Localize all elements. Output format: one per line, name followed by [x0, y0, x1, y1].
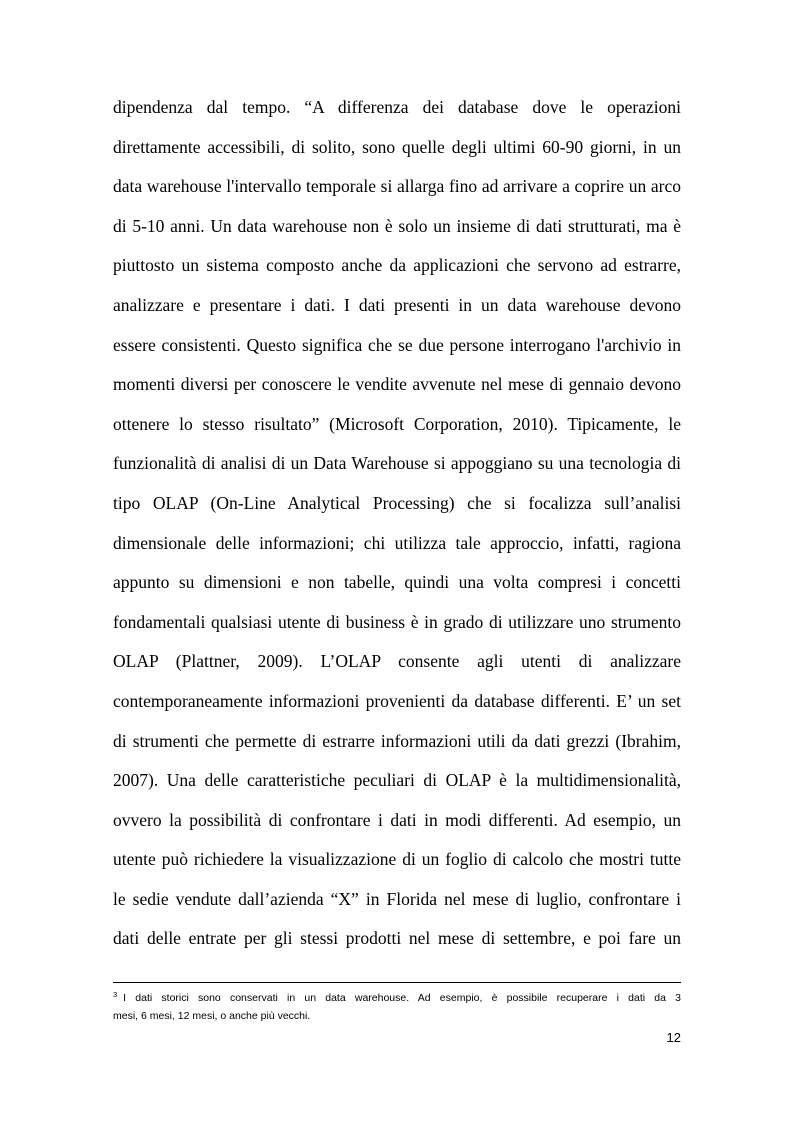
page-number: 12	[666, 1030, 681, 1045]
body-line-6: analizzare e presentare i dati. I dati presenti in un data warehouse devono	[113, 294, 681, 315]
footnote-line-1	[113, 989, 681, 1007]
footnote	[113, 989, 681, 1025]
body-line-1: dipendenza dal tempo. “A differenza dei database dove le operazioni	[113, 97, 681, 117]
footnote-marker: 3	[113, 989, 118, 999]
body-paragraph	[113, 88, 681, 959]
body-line-12: dimensionale delle informazioni; chi utilizza tale approccio, infatti, ragiona	[113, 532, 681, 553]
body-line-14: fondamentali qualsiasi utente di business è in grado di utilizzare uno strumento	[113, 611, 681, 632]
body-line-7: essere consistenti. Questo significa che se due persone interrogano l'archivio in	[113, 334, 681, 355]
body-line-18: 2007). Una delle caratteristiche peculiari di OLAP è la multidimensionalità,	[113, 770, 681, 791]
body-line-3: data warehouse l'intervallo temporale si allarga fino ad arrivare a coprire un arco	[113, 176, 681, 197]
body-line-4: di 5-10 anni. Un data warehouse non è solo un insieme di dati strutturati, ma è	[113, 215, 681, 236]
body-line-15: OLAP (Plattner, 2009). L’OLAP consente agli utenti di analizzare	[113, 651, 681, 672]
body-line-2: direttamente accessibili, di solito, sono quelle degli ultimi 60-90 giorni, in un	[113, 136, 681, 157]
body-line-16: contemporaneamente informazioni provenienti da database differenti. E’ un set	[113, 690, 681, 711]
body-line-5: piuttosto un sistema composto anche da applicazioni che servono ad estrarre,	[113, 255, 681, 276]
body-line-8: momenti diversi per conoscere le vendite avvenute nel mese di gennaio devono	[113, 374, 681, 395]
body-line-20: utente può richiedere la visualizzazione di un foglio di calcolo che mostri tutte	[113, 849, 681, 870]
body-line-10: funzionalità di analisi di un Data Warehouse si appoggiano su una tecnologia di	[113, 453, 681, 474]
body-line-13: appunto su dimensioni e non tabelle, quindi una volta compresi i concetti	[113, 572, 681, 593]
body-line-17: di strumenti che permette di estrarre informazioni utili da dati grezzi (Ibrahim,	[113, 730, 681, 751]
footnote-text-1: I dati storici sono conservati in un data warehouse. Ad esempio, è possibile recuperare i dati da 3	[123, 992, 681, 1004]
footnote-separator	[113, 982, 681, 983]
body-line-9: ottenere lo stesso risultato” (Microsoft Corporation, 2010). Tipicamente, le	[113, 413, 681, 434]
body-line-11: tipo OLAP (On-Line Analytical Processing) che si focalizza sull’analisi	[113, 492, 681, 513]
footnote-line-2: mesi, 6 mesi, 12 mesi, o anche più vecchi.	[113, 1010, 311, 1022]
body-line-21: le sedie vendute dall’azienda “X” in Florida nel mese di luglio, confrontare i	[113, 888, 681, 909]
body-line-22: dati delle entrate per gli stessi prodotti nel mese di settembre, e poi fare un	[113, 928, 681, 949]
body-line-19: ovvero la possibilità di confrontare i dati in modi differenti. Ad esempio, un	[113, 809, 681, 830]
